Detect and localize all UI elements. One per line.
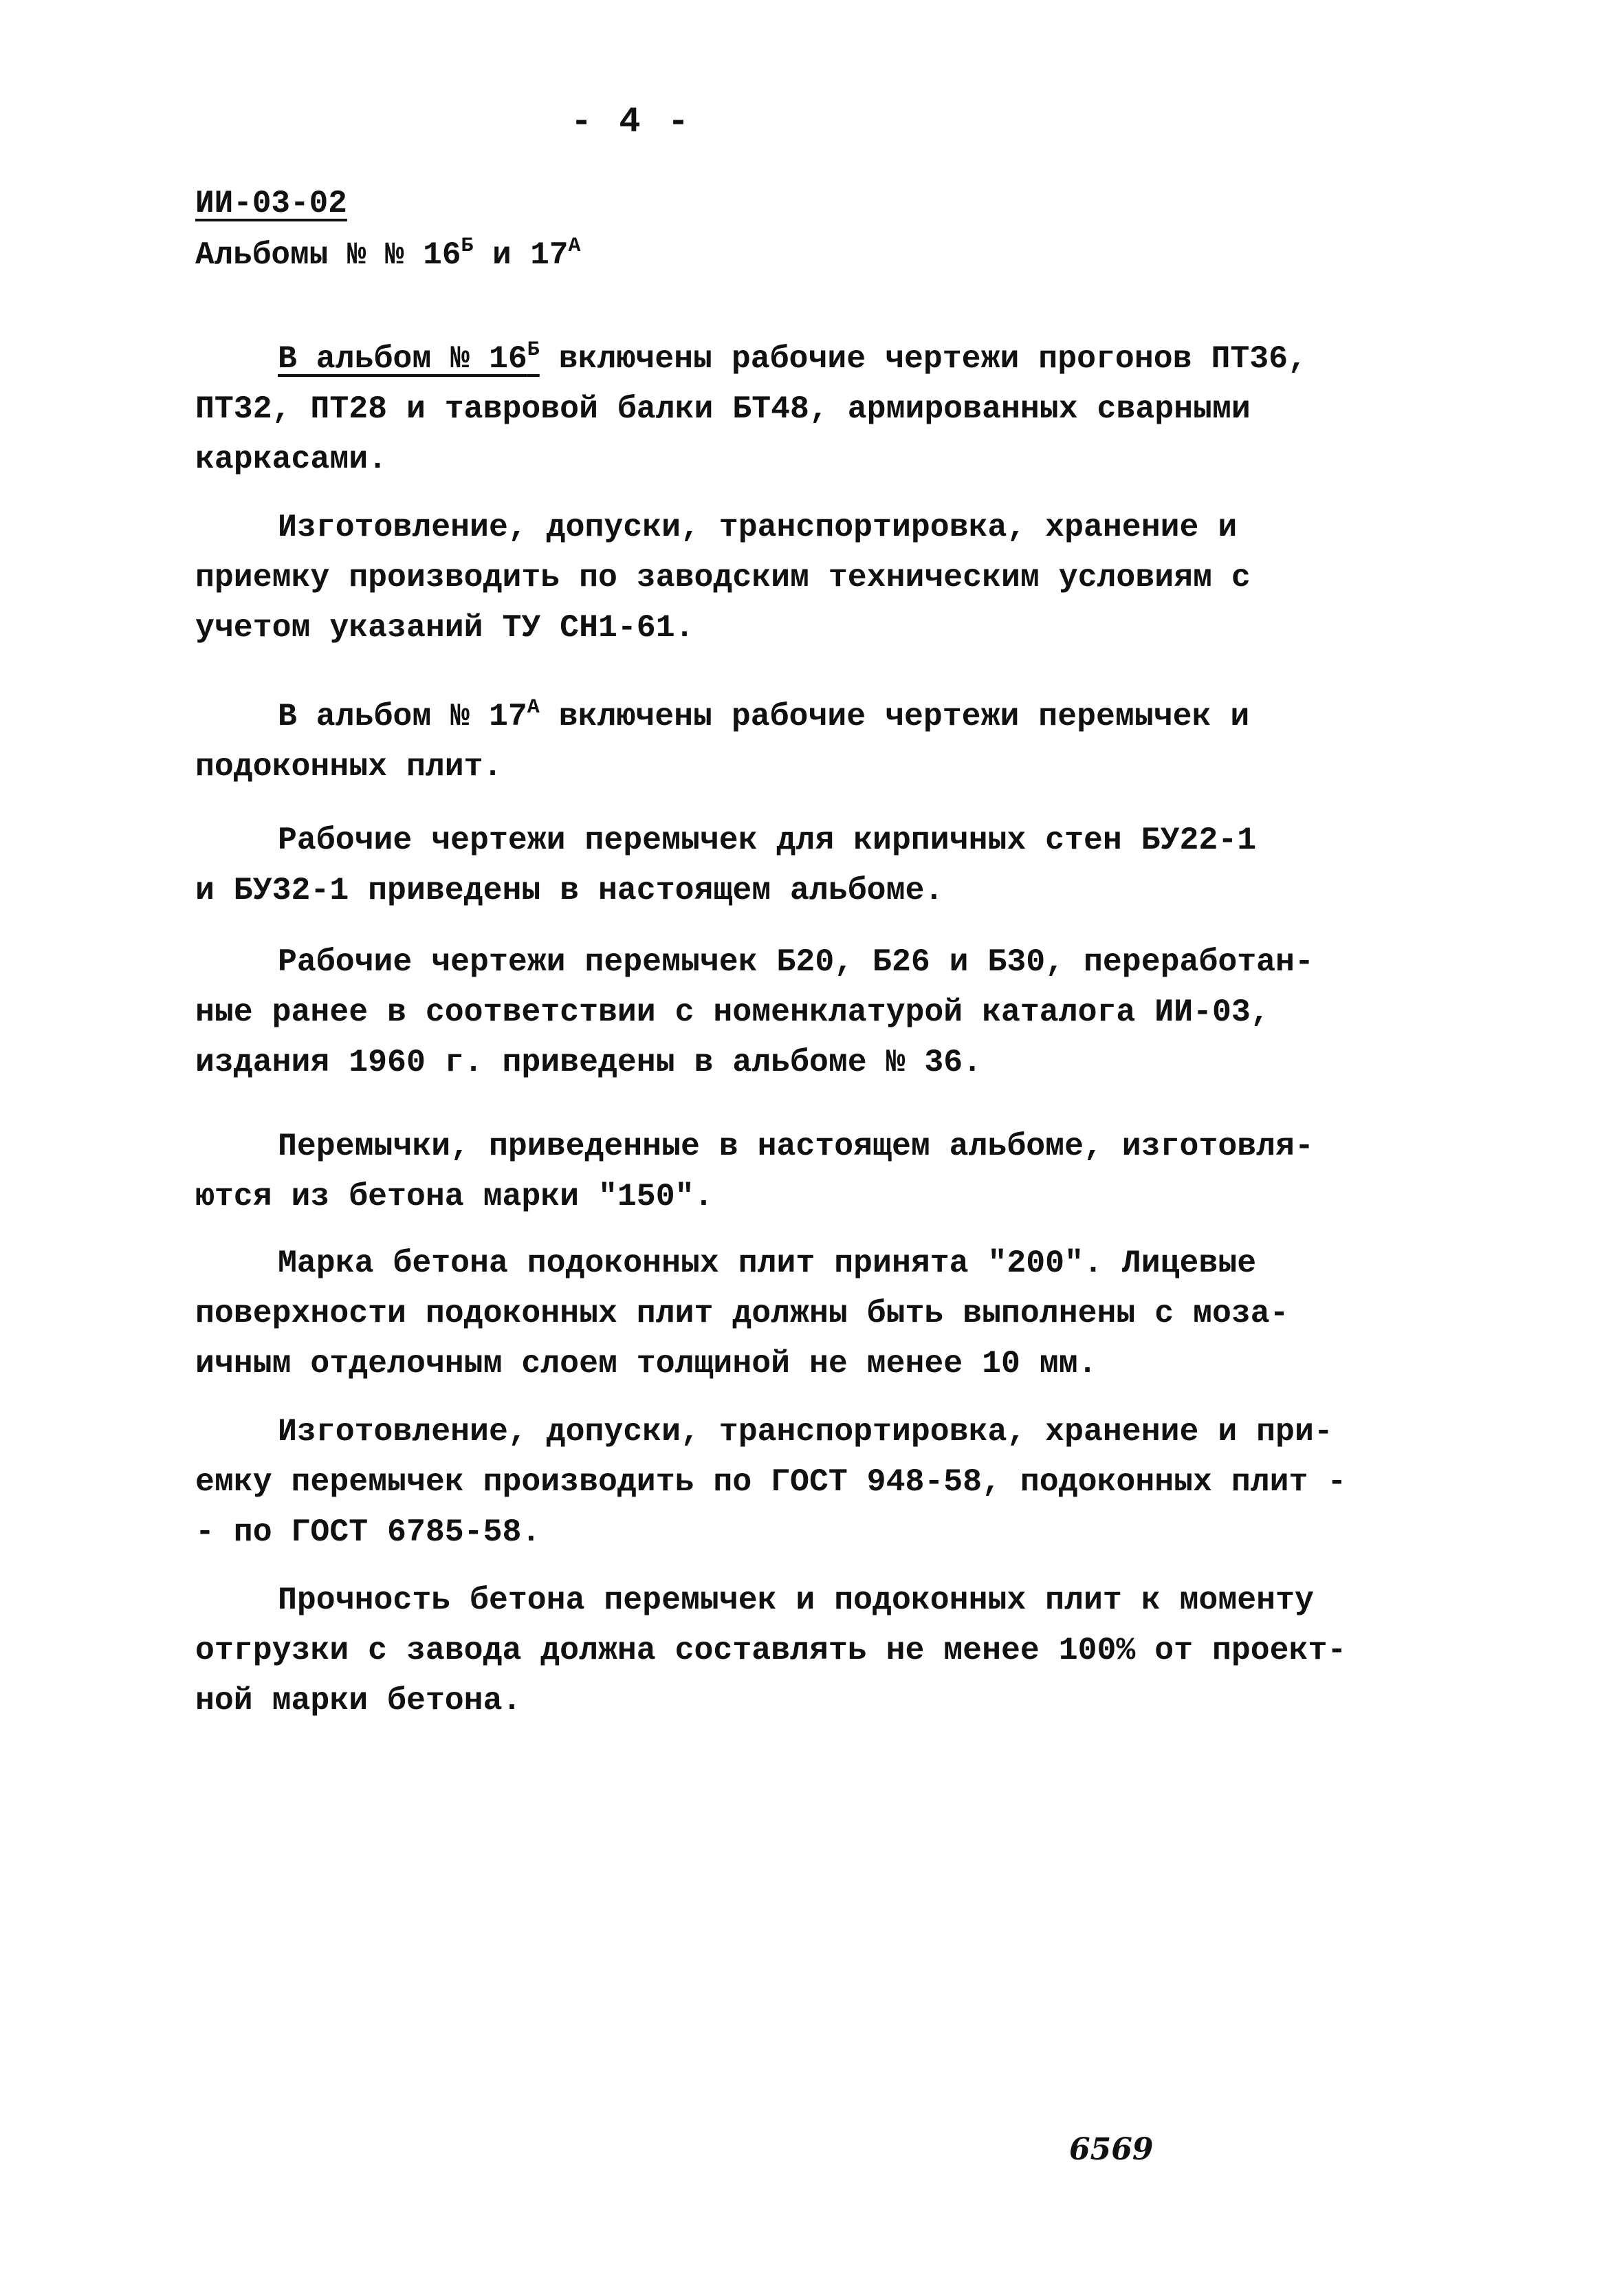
- album-16b-sup: Б: [527, 338, 540, 362]
- paragraph-line: Перемычки, приведенные в настоящем альбоме, изготовля-: [278, 1128, 1314, 1164]
- paragraph-line: ной марки бетона.: [195, 1682, 522, 1719]
- paragraph-line: ные ранее в соответствии с номенклатурой каталога ИИ-03,: [195, 994, 1270, 1030]
- paragraph-line: издания 1960 г. приведены в альбоме № 36.: [195, 1044, 983, 1080]
- albums-prefix: Альбомы № № 16: [195, 237, 461, 273]
- paragraph-line: каркасами.: [195, 441, 388, 477]
- paragraph-line: ются из бетона марки "150".: [195, 1178, 714, 1215]
- album-17a-sup: А: [527, 696, 540, 719]
- paragraph-concrete-200: [195, 1238, 1488, 1389]
- album-16b-lead-text: В альбом № 16: [278, 340, 527, 377]
- paragraph-lintels-b: [195, 937, 1488, 1087]
- paragraph-line: ПТ32, ПТ28 и тавровой балки БТ48, армированных сварными: [195, 391, 1251, 427]
- paragraph-line: Рабочие чертежи перемычек Б20, Б26 и Б30, переработан-: [278, 944, 1314, 980]
- paragraph-line: Прочность бетона перемычек и подоконных плит к моменту: [278, 1582, 1314, 1618]
- albums-sup-a: А: [568, 235, 581, 258]
- paragraph-line: - по ГОСТ 6785-58.: [195, 1514, 541, 1550]
- page-number: - 4 -: [571, 102, 692, 142]
- paragraph-concrete-150: [195, 1121, 1488, 1221]
- paragraph-line: подоконных плит.: [195, 748, 503, 785]
- albums-line: [195, 237, 581, 273]
- paragraph-gost: [195, 1406, 1488, 1557]
- album-17a-lead: В альбом № 17: [278, 698, 527, 734]
- albums-sup-b: Б: [461, 235, 474, 258]
- paragraph-strength: [195, 1575, 1488, 1726]
- document-code: ИИ-03-02: [195, 186, 347, 221]
- sheet-number: 6569: [1069, 2132, 1154, 2167]
- paragraph-line: и БУ32-1 приведены в настоящем альбоме.: [195, 872, 944, 908]
- paragraph-line: Изготовление, допуски, транспортировка, хранение и при-: [278, 1413, 1333, 1450]
- paragraph-line: Изготовление, допуски, транспортировка, хранение и: [278, 509, 1238, 545]
- paragraph-line: учетом указаний ТУ СН1-61.: [195, 609, 694, 646]
- paragraph-line: отгрузки с завода должна составлять не менее 100% от проект-: [195, 1632, 1347, 1668]
- paragraph-album-17a: [195, 691, 1488, 792]
- paragraph-line: Рабочие чертежи перемычек для кирпичных стен БУ22-1: [278, 822, 1257, 858]
- paragraph-line: Марка бетона подоконных плит принята "200". Лицевые: [278, 1245, 1257, 1281]
- albums-mid: и 17: [473, 237, 569, 273]
- album-17a-rest: включены рабочие чертежи перемычек и: [539, 698, 1250, 734]
- paragraph-line: ичным отделочным слоем толщиной не менее 10 мм.: [195, 1345, 1097, 1382]
- album-16b-rest: включены рабочие чертежи прогонов ПТ36,: [539, 340, 1307, 377]
- paragraph-line: [195, 334, 1488, 384]
- album-16b-lead: [278, 340, 540, 377]
- paragraph-line: емку перемычек производить по ГОСТ 948-58, подоконных плит -: [195, 1463, 1347, 1500]
- paragraph-manufacturing-16b: [195, 502, 1488, 653]
- paragraph-lintels-bu: [195, 815, 1488, 915]
- paragraph-line: приемку производить по заводским техническим условиям с: [195, 559, 1251, 596]
- paragraph-line: [195, 691, 1488, 741]
- paragraph-line: поверхности подоконных плит должны быть выполнены с моза-: [195, 1295, 1289, 1331]
- paragraph-album-16b: [195, 334, 1488, 484]
